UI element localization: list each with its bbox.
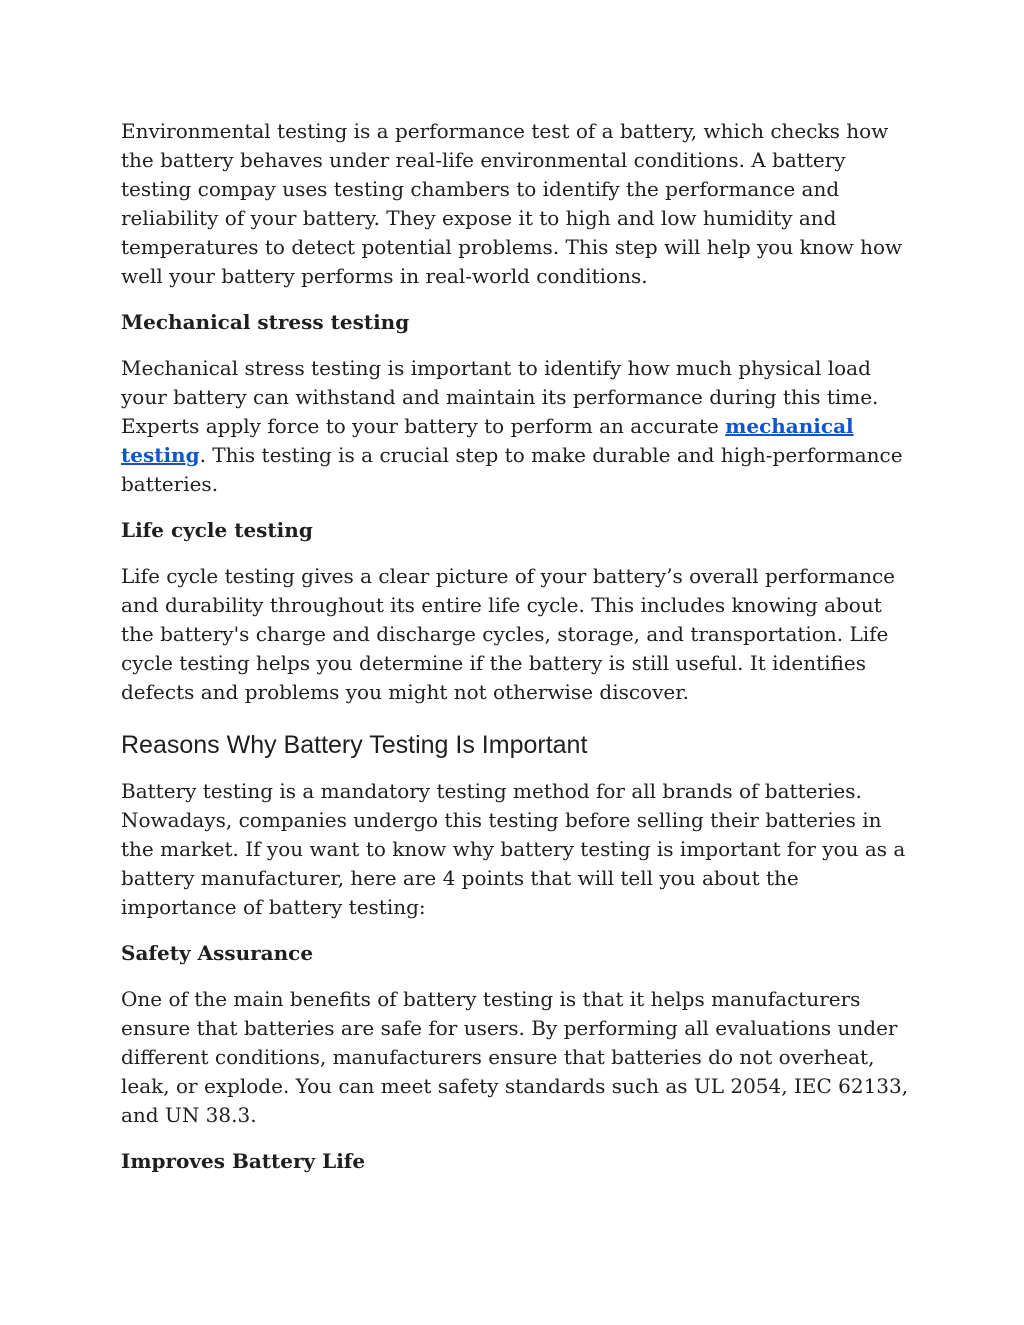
environmental-testing-paragraph: Environmental testing is a performance test of a battery, which checks how the battery behaves under real-life environmental conditions. A battery testing compay uses testing chambers to identify the performance and reliability of your battery. They expose it to high and low humidity and temperatures to detect potential problems. This step will help you know how well your battery performs in real-world conditions.: [121, 119, 903, 288]
mechanical-stress-heading: Mechanical stress testing: [121, 310, 410, 334]
safety-assurance-paragraph: One of the main benefits of battery testing is that it helps manufacturers ensure that batteries are safe for users. By performing all evaluations under different conditions, manufacturers ensure that batteries do not overheat, leak, or explode. You can meet safety standards such as UL 2054, IEC 62133, and UN 38.3.: [121, 987, 909, 1127]
mechanical-text-after-link: . This testing is a crucial step to make durable and high-performance batteries.: [121, 443, 903, 496]
document-page: [121, 117, 911, 1193]
safety-assurance-heading: Safety Assurance: [121, 941, 314, 965]
mechanical-stress-paragraph: [121, 354, 911, 499]
mechanical-text-before-link: Mechanical stress testing is important to identify how much physical load your battery can withstand and maintain its performance during this time. Experts apply force to your battery to perform an accurate: [121, 356, 879, 438]
life-cycle-heading: Life cycle testing: [121, 518, 313, 542]
life-cycle-paragraph: Life cycle testing gives a clear picture of your battery’s overall performance and durability throughout its entire life cycle. This includes knowing about the battery's charge and discharge cycles, storage, and transportation. Life cycle testing helps you determine if the battery is still useful. It identifies defects and problems you might not otherwise discover.: [121, 564, 895, 704]
reasons-section-heading: Reasons Why Battery Testing Is Important: [121, 731, 588, 759]
reasons-intro-paragraph: Battery testing is a mandatory testing method for all brands of batteries. Nowadays, companies undergo this testing before selling their batteries in the market. If you want to know why battery testing is important for you as a battery manufacturer, here are 4 points that will tell you about the importance of battery testing:: [121, 779, 906, 919]
improves-battery-life-heading: Improves Battery Life: [121, 1149, 366, 1173]
mechanical-testing-link[interactable]: mechanical testing: [121, 414, 854, 467]
